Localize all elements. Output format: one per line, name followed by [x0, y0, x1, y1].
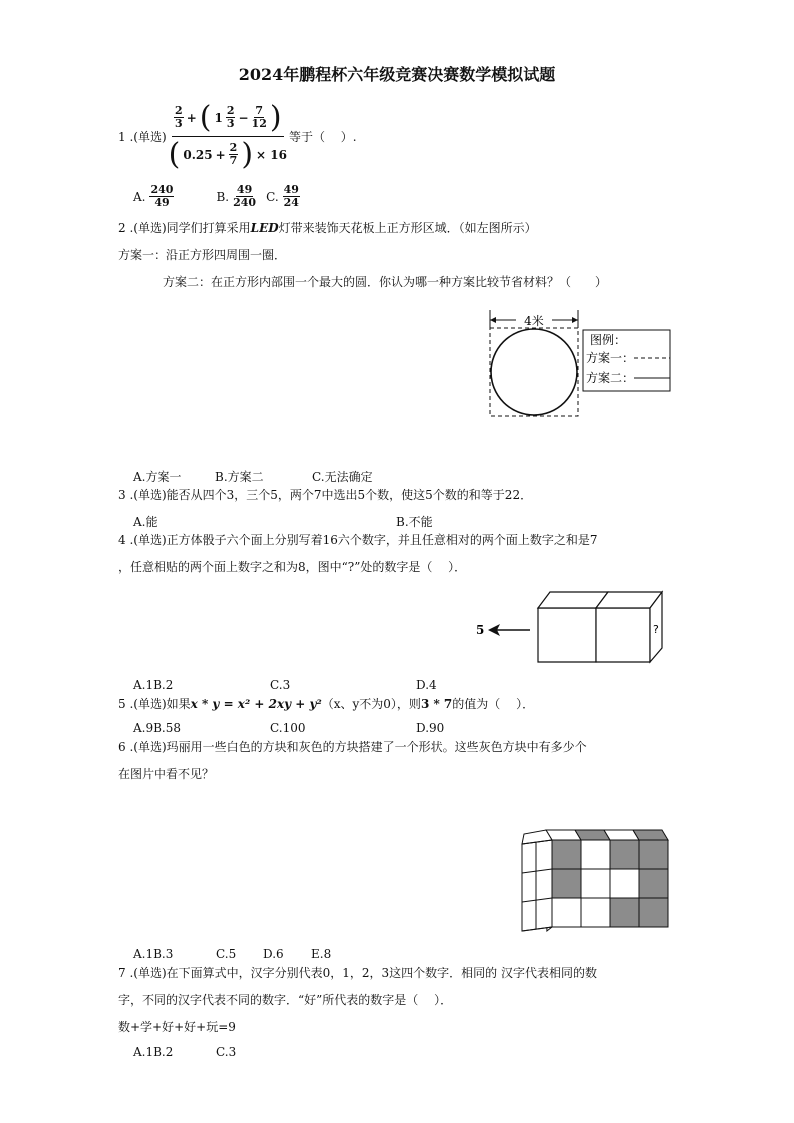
q1-frac-a: $\frac{2}{3}$: [175, 104, 183, 130]
q2-legend-2: 方案二：: [586, 371, 635, 385]
q6-option-e: E.8: [311, 947, 332, 961]
q2-option-b: B.方案二: [215, 470, 264, 484]
q1-options: A. $\frac{240}{49}$ B. $\frac{49}{240}$ C. $\frac{49}{24}$: [133, 183, 299, 209]
q6-front-block: [639, 869, 668, 898]
q2-option-a: A.方案一: [133, 470, 182, 484]
q2-figure: [480, 304, 680, 420]
question-1: [118, 96, 357, 176]
q6-front-block: [581, 840, 610, 869]
q4-option-ab: A.1B.2: [133, 678, 174, 692]
q4-line-2: ，任意相贴的两个面上数字之和为8，图中“?”处的数字是（ ）．: [118, 560, 467, 574]
q4-figure-question: ?: [653, 623, 659, 636]
q5-option-d: D.90: [416, 721, 445, 735]
page-title: 2024年鹏程杯六年级竞赛决赛数学模拟试题: [238, 65, 556, 84]
q6-front-block: [610, 840, 639, 869]
q7-line-1: 7 .(单选)在下面算式中，汉字分别代表0，1，2，3这四个数字．相同的 汉字代表相同的数: [118, 966, 597, 980]
q3-option-a: A.能: [133, 515, 158, 529]
q1-option-c: C.: [266, 189, 279, 204]
q6-front-block: [639, 898, 668, 927]
q4-figure-five: 5: [476, 623, 485, 637]
q6-front-block: [610, 869, 639, 898]
q6-option-d: D.6: [263, 947, 284, 961]
q6-option-ab: A.1B.3: [133, 947, 174, 961]
q4-option-c: C.3: [270, 678, 291, 692]
q1-suffix: 等于（ ）.: [288, 129, 357, 144]
q2-figure-label: 4米: [524, 314, 544, 328]
q6-front-block: [581, 898, 610, 927]
q6-front-block: [552, 898, 581, 927]
q1-expression: $\frac{2}{3}$ + ( 1 $\frac{2}{3}$ − $\frac{7}{12}$ ) ( 0.25 + $\frac{2}{7}$ ) × 16: [168, 99, 287, 172]
q5-option-ab: A.9B.58: [133, 721, 182, 735]
q5-text: 5 .(单选)如果x * y = x² + 2xy + y²（x、y不为0），则3 * 7的值为（ ）．: [118, 697, 535, 711]
q2-legend-title: 图例：: [590, 333, 627, 347]
q2-line-3: 方案二：在正方形内部围一个最大的圆．你认为哪一种方案比较节省材料？（ ）: [163, 275, 608, 289]
q6-front-block: [610, 898, 639, 927]
q6-front-block: [552, 869, 581, 898]
q5-formula: x * y = x² + 2xy + y²: [190, 697, 322, 711]
q2-circle: [491, 329, 577, 415]
q6-option-c: C.5: [216, 947, 237, 961]
q1-option-a: A.: [133, 189, 146, 204]
q3-option-b: B.不能: [396, 515, 433, 529]
q2-line-1: 2 .(单选)同学们打算采用LED灯带来装饰天花板上正方形区域．（如左图所示）: [118, 221, 537, 235]
q6-top-block: [633, 830, 668, 840]
q3-text: 3 .(单选)能否从四个3，三个5，两个7中选出5个数，使这5个数的和等于22．: [118, 488, 533, 502]
q2-legend-1: 方案一：: [586, 351, 635, 365]
q2-option-c: C.无法确定: [312, 470, 373, 484]
q6-figure: [520, 820, 672, 934]
q7-option-c: C.3: [216, 1045, 237, 1059]
q7-equation: 数+学+好+好+玩=9: [118, 1020, 236, 1034]
q5-option-c: C.100: [270, 721, 306, 735]
q1-prefix: 1 .(单选): [118, 129, 167, 144]
q6-front-block: [639, 840, 668, 869]
q4-figure: [470, 586, 670, 666]
q1-option-b: B.: [216, 189, 230, 204]
q6-line-2: 在图片中看不见？: [118, 767, 215, 781]
q7-line-2: 字，不同的汉字代表不同的数字．“好”所代表的数字是（ ）．: [118, 993, 453, 1007]
q6-front-block: [552, 840, 581, 869]
q6-front-block: [581, 869, 610, 898]
q4-option-d: D.4: [416, 678, 437, 692]
q2-line-2: 方案一：沿正方形四周围一圈．: [118, 248, 287, 262]
q7-option-ab: A.1B.2: [133, 1045, 174, 1059]
q4-line-1: 4 .(单选)正方体骰子六个面上分别写着16六个数字，并且任意相对的两个面上数字之和是7: [118, 533, 598, 547]
q6-left-face: [522, 840, 552, 931]
q6-line-1: 6 .(单选)玛丽用一些白色的方块和灰色的方块搭建了一个形状。这些灰色方块中有多少个: [118, 740, 587, 754]
